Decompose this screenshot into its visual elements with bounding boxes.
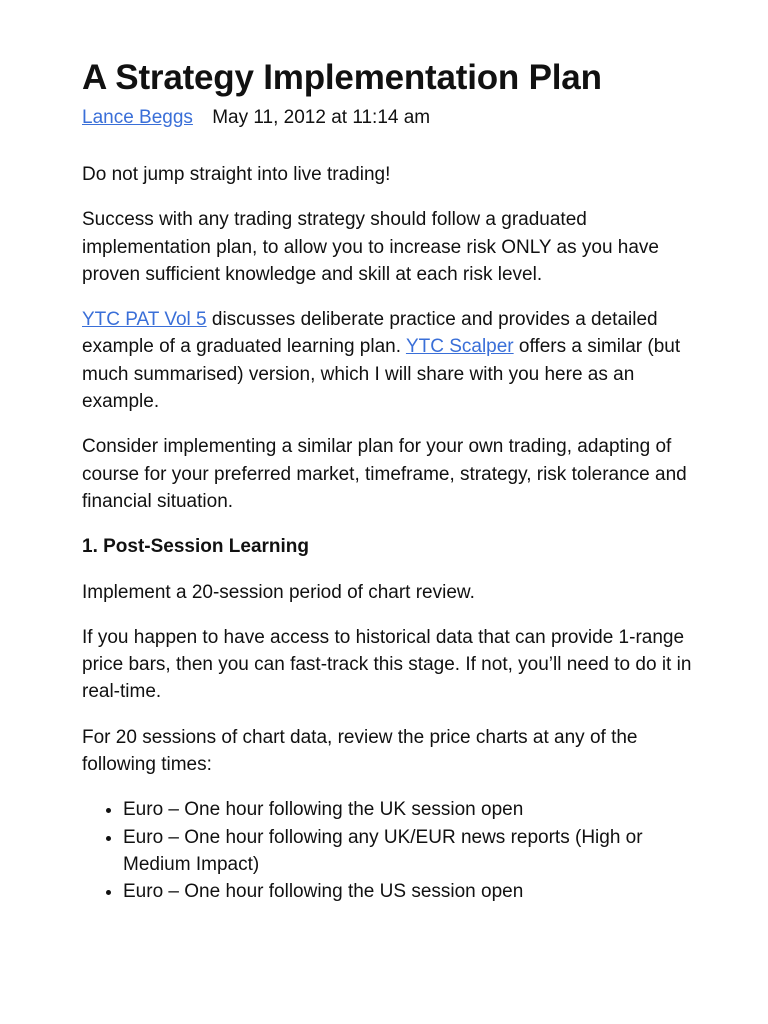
list-item: • Euro – One hour following the UK session open — [123, 796, 698, 823]
link-ytc-scalper[interactable]: YTC Scalper — [405, 336, 514, 358]
article-title: A Strategy Implementation Plan — [82, 58, 602, 97]
bullet-list — [82, 796, 698, 905]
paragraph-intro: Do not jump straight into live trading! — [82, 164, 391, 185]
list-item: • Euro – One hour following the US session open — [123, 878, 698, 905]
section-heading: 1. Post-Session Learning — [82, 536, 309, 558]
post-date: May 11, 2012 at 11:14 am — [212, 107, 431, 128]
paragraph-implement: Implement a 20-session period of chart review. — [82, 581, 475, 603]
author-link[interactable]: Lance Beggs — [82, 107, 193, 128]
paragraph-success: Success with any trading strategy should follow a graduated implementation plan, to allow you to increase risk ONLY as you have proven sufficient knowledge and skill at each risk level. — [82, 209, 659, 285]
byline — [82, 106, 698, 130]
list-item: • Euro – One hour following any UK/EUR news reports (High or Medium Impact) — [123, 824, 698, 879]
paragraph-ytc-text-1: discusses deliberate practice and provides a detailed example of a graduated learning plan. — [82, 309, 658, 358]
paragraph-sessions: For 20 sessions of chart data, review the price charts at any of the following times: — [82, 726, 638, 776]
link-ytc-pat-vol5[interactable]: YTC PAT Vol 5 — [82, 309, 207, 331]
paragraph-historical: If you happen to have access to historical data that can provide 1-range price bars, then you can fast-track this stage. If not, you’ll need to do it in real-time. — [82, 626, 692, 703]
paragraph-ytc — [82, 306, 698, 415]
paragraph-ytc-text-2: offers a similar (but much summarised) version, which I will share with you here as an example. — [82, 336, 681, 413]
paragraph-consider: Consider implementing a similar plan for your own trading, adapting of course for your preferred market, timeframe, strategy, risk tolerance and financial situation. — [82, 436, 687, 512]
